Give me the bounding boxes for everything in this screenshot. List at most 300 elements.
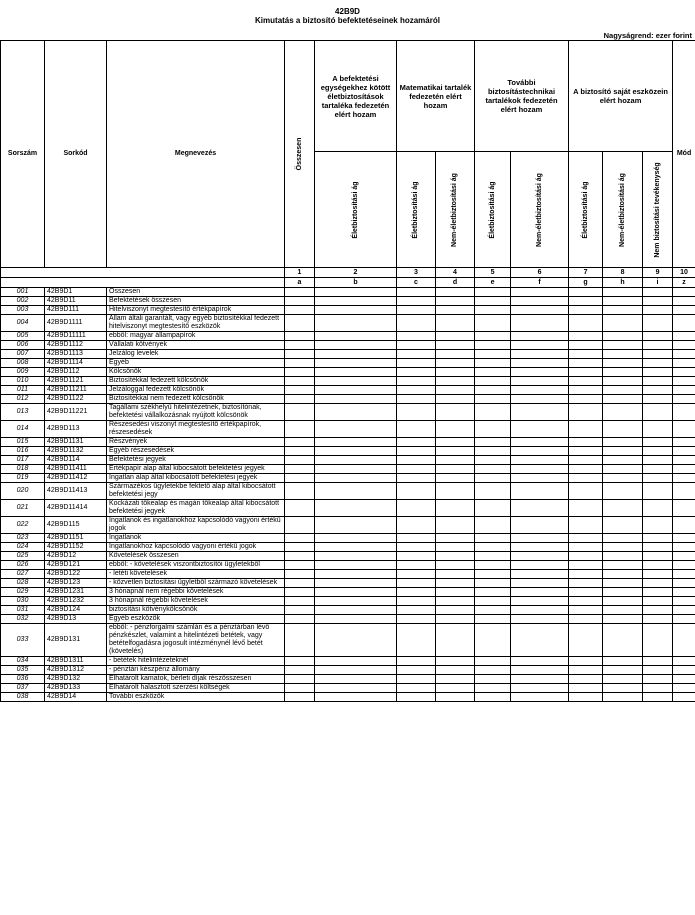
value-cell[interactable] — [475, 517, 511, 534]
value-cell[interactable] — [643, 447, 673, 456]
value-cell[interactable] — [569, 421, 603, 438]
value-cell[interactable] — [643, 543, 673, 552]
value-cell[interactable] — [511, 404, 569, 421]
value-cell[interactable] — [643, 377, 673, 386]
value-cell[interactable] — [475, 561, 511, 570]
value-cell[interactable] — [511, 359, 569, 368]
value-cell[interactable] — [603, 570, 643, 579]
value-cell[interactable] — [315, 438, 397, 447]
value-cell[interactable] — [436, 386, 475, 395]
value-cell[interactable] — [673, 341, 695, 350]
value-cell[interactable] — [511, 534, 569, 543]
value-cell[interactable] — [673, 456, 695, 465]
value-cell[interactable] — [511, 421, 569, 438]
value-cell[interactable] — [673, 297, 695, 306]
value-cell[interactable] — [603, 438, 643, 447]
value-cell[interactable] — [511, 474, 569, 483]
value-cell[interactable] — [673, 657, 695, 666]
value-cell[interactable] — [397, 657, 436, 666]
value-cell[interactable] — [397, 395, 436, 404]
value-cell[interactable] — [673, 561, 695, 570]
value-cell[interactable] — [397, 675, 436, 684]
value-cell[interactable] — [436, 675, 475, 684]
value-cell[interactable] — [673, 395, 695, 404]
value-cell[interactable] — [643, 350, 673, 359]
value-cell[interactable] — [673, 332, 695, 341]
value-cell[interactable] — [511, 315, 569, 332]
value-cell[interactable] — [603, 597, 643, 606]
value-cell[interactable] — [673, 615, 695, 624]
value-cell[interactable] — [285, 456, 315, 465]
value-cell[interactable] — [315, 675, 397, 684]
value-cell[interactable] — [603, 359, 643, 368]
value-cell[interactable] — [643, 615, 673, 624]
value-cell[interactable] — [511, 552, 569, 561]
value-cell[interactable] — [569, 606, 603, 615]
value-cell[interactable] — [569, 332, 603, 341]
value-cell[interactable] — [436, 297, 475, 306]
value-cell[interactable] — [285, 288, 315, 297]
value-cell[interactable] — [603, 297, 643, 306]
value-cell[interactable] — [315, 377, 397, 386]
value-cell[interactable] — [397, 368, 436, 377]
value-cell[interactable] — [315, 368, 397, 377]
value-cell[interactable] — [315, 341, 397, 350]
value-cell[interactable] — [397, 332, 436, 341]
value-cell[interactable] — [603, 684, 643, 693]
value-cell[interactable] — [511, 288, 569, 297]
value-cell[interactable] — [315, 666, 397, 675]
value-cell[interactable] — [436, 315, 475, 332]
value-cell[interactable] — [285, 684, 315, 693]
value-cell[interactable] — [285, 579, 315, 588]
value-cell[interactable] — [569, 543, 603, 552]
value-cell[interactable] — [436, 543, 475, 552]
value-cell[interactable] — [475, 624, 511, 657]
value-cell[interactable] — [315, 421, 397, 438]
value-cell[interactable] — [397, 315, 436, 332]
value-cell[interactable] — [285, 561, 315, 570]
value-cell[interactable] — [673, 500, 695, 517]
value-cell[interactable] — [511, 306, 569, 315]
value-cell[interactable] — [511, 500, 569, 517]
value-cell[interactable] — [511, 561, 569, 570]
value-cell[interactable] — [603, 675, 643, 684]
value-cell[interactable] — [285, 552, 315, 561]
value-cell[interactable] — [643, 404, 673, 421]
value-cell[interactable] — [315, 606, 397, 615]
value-cell[interactable] — [673, 288, 695, 297]
value-cell[interactable] — [436, 404, 475, 421]
value-cell[interactable] — [603, 500, 643, 517]
value-cell[interactable] — [285, 693, 315, 702]
value-cell[interactable] — [436, 693, 475, 702]
value-cell[interactable] — [436, 684, 475, 693]
value-cell[interactable] — [397, 350, 436, 359]
value-cell[interactable] — [436, 438, 475, 447]
value-cell[interactable] — [511, 597, 569, 606]
value-cell[interactable] — [569, 306, 603, 315]
value-cell[interactable] — [285, 657, 315, 666]
value-cell[interactable] — [673, 368, 695, 377]
value-cell[interactable] — [511, 447, 569, 456]
value-cell[interactable] — [315, 386, 397, 395]
value-cell[interactable] — [436, 421, 475, 438]
value-cell[interactable] — [673, 517, 695, 534]
value-cell[interactable] — [511, 395, 569, 404]
value-cell[interactable] — [569, 666, 603, 675]
value-cell[interactable] — [511, 350, 569, 359]
value-cell[interactable] — [315, 359, 397, 368]
value-cell[interactable] — [475, 666, 511, 675]
value-cell[interactable] — [673, 552, 695, 561]
value-cell[interactable] — [397, 500, 436, 517]
value-cell[interactable] — [673, 438, 695, 447]
value-cell[interactable] — [511, 543, 569, 552]
value-cell[interactable] — [397, 684, 436, 693]
value-cell[interactable] — [643, 517, 673, 534]
value-cell[interactable] — [285, 297, 315, 306]
value-cell[interactable] — [285, 332, 315, 341]
value-cell[interactable] — [436, 456, 475, 465]
value-cell[interactable] — [569, 624, 603, 657]
value-cell[interactable] — [643, 588, 673, 597]
value-cell[interactable] — [673, 588, 695, 597]
value-cell[interactable] — [436, 588, 475, 597]
value-cell[interactable] — [475, 350, 511, 359]
value-cell[interactable] — [673, 315, 695, 332]
value-cell[interactable] — [475, 534, 511, 543]
value-cell[interactable] — [436, 474, 475, 483]
value-cell[interactable] — [397, 447, 436, 456]
value-cell[interactable] — [569, 395, 603, 404]
value-cell[interactable] — [315, 306, 397, 315]
value-cell[interactable] — [569, 675, 603, 684]
value-cell[interactable] — [673, 579, 695, 588]
value-cell[interactable] — [475, 615, 511, 624]
value-cell[interactable] — [436, 534, 475, 543]
value-cell[interactable] — [673, 447, 695, 456]
value-cell[interactable] — [397, 306, 436, 315]
value-cell[interactable] — [436, 615, 475, 624]
value-cell[interactable] — [603, 615, 643, 624]
value-cell[interactable] — [673, 306, 695, 315]
value-cell[interactable] — [569, 588, 603, 597]
value-cell[interactable] — [603, 421, 643, 438]
value-cell[interactable] — [569, 447, 603, 456]
value-cell[interactable] — [643, 359, 673, 368]
value-cell[interactable] — [643, 332, 673, 341]
value-cell[interactable] — [436, 624, 475, 657]
value-cell[interactable] — [436, 447, 475, 456]
value-cell[interactable] — [569, 404, 603, 421]
value-cell[interactable] — [315, 570, 397, 579]
value-cell[interactable] — [673, 624, 695, 657]
value-cell[interactable] — [397, 534, 436, 543]
value-cell[interactable] — [511, 657, 569, 666]
value-cell[interactable] — [475, 606, 511, 615]
value-cell[interactable] — [569, 597, 603, 606]
value-cell[interactable] — [475, 552, 511, 561]
value-cell[interactable] — [569, 377, 603, 386]
value-cell[interactable] — [603, 456, 643, 465]
value-cell[interactable] — [315, 500, 397, 517]
value-cell[interactable] — [569, 579, 603, 588]
value-cell[interactable] — [436, 517, 475, 534]
value-cell[interactable] — [673, 350, 695, 359]
value-cell[interactable] — [643, 297, 673, 306]
value-cell[interactable] — [315, 456, 397, 465]
value-cell[interactable] — [285, 483, 315, 500]
value-cell[interactable] — [603, 543, 643, 552]
value-cell[interactable] — [511, 341, 569, 350]
value-cell[interactable] — [285, 597, 315, 606]
value-cell[interactable] — [603, 561, 643, 570]
value-cell[interactable] — [511, 579, 569, 588]
value-cell[interactable] — [673, 474, 695, 483]
value-cell[interactable] — [475, 465, 511, 474]
value-cell[interactable] — [475, 500, 511, 517]
value-cell[interactable] — [315, 447, 397, 456]
value-cell[interactable] — [315, 588, 397, 597]
value-cell[interactable] — [397, 666, 436, 675]
value-cell[interactable] — [475, 447, 511, 456]
value-cell[interactable] — [397, 552, 436, 561]
value-cell[interactable] — [673, 465, 695, 474]
value-cell[interactable] — [603, 534, 643, 543]
value-cell[interactable] — [603, 395, 643, 404]
value-cell[interactable] — [397, 588, 436, 597]
value-cell[interactable] — [673, 421, 695, 438]
value-cell[interactable] — [673, 404, 695, 421]
value-cell[interactable] — [436, 332, 475, 341]
value-cell[interactable] — [511, 684, 569, 693]
value-cell[interactable] — [511, 624, 569, 657]
value-cell[interactable] — [569, 438, 603, 447]
value-cell[interactable] — [397, 341, 436, 350]
value-cell[interactable] — [569, 465, 603, 474]
value-cell[interactable] — [315, 552, 397, 561]
value-cell[interactable] — [285, 341, 315, 350]
value-cell[interactable] — [569, 500, 603, 517]
value-cell[interactable] — [673, 693, 695, 702]
value-cell[interactable] — [569, 456, 603, 465]
value-cell[interactable] — [397, 597, 436, 606]
value-cell[interactable] — [315, 474, 397, 483]
value-cell[interactable] — [285, 500, 315, 517]
value-cell[interactable] — [397, 483, 436, 500]
value-cell[interactable] — [475, 377, 511, 386]
value-cell[interactable] — [285, 315, 315, 332]
value-cell[interactable] — [603, 517, 643, 534]
value-cell[interactable] — [397, 579, 436, 588]
value-cell[interactable] — [603, 579, 643, 588]
value-cell[interactable] — [673, 570, 695, 579]
value-cell[interactable] — [511, 666, 569, 675]
value-cell[interactable] — [643, 500, 673, 517]
value-cell[interactable] — [569, 315, 603, 332]
value-cell[interactable] — [397, 615, 436, 624]
value-cell[interactable] — [315, 534, 397, 543]
value-cell[interactable] — [673, 534, 695, 543]
value-cell[interactable] — [511, 588, 569, 597]
value-cell[interactable] — [673, 386, 695, 395]
value-cell[interactable] — [475, 332, 511, 341]
value-cell[interactable] — [436, 570, 475, 579]
value-cell[interactable] — [603, 693, 643, 702]
value-cell[interactable] — [569, 386, 603, 395]
value-cell[interactable] — [475, 588, 511, 597]
value-cell[interactable] — [285, 306, 315, 315]
value-cell[interactable] — [511, 438, 569, 447]
value-cell[interactable] — [643, 483, 673, 500]
value-cell[interactable] — [436, 465, 475, 474]
value-cell[interactable] — [511, 693, 569, 702]
value-cell[interactable] — [475, 675, 511, 684]
value-cell[interactable] — [643, 675, 673, 684]
value-cell[interactable] — [643, 465, 673, 474]
value-cell[interactable] — [397, 288, 436, 297]
value-cell[interactable] — [436, 350, 475, 359]
value-cell[interactable] — [475, 404, 511, 421]
value-cell[interactable] — [511, 386, 569, 395]
value-cell[interactable] — [285, 666, 315, 675]
value-cell[interactable] — [475, 684, 511, 693]
value-cell[interactable] — [643, 657, 673, 666]
value-cell[interactable] — [475, 693, 511, 702]
value-cell[interactable] — [603, 465, 643, 474]
value-cell[interactable] — [569, 359, 603, 368]
value-cell[interactable] — [436, 483, 475, 500]
value-cell[interactable] — [436, 377, 475, 386]
value-cell[interactable] — [643, 570, 673, 579]
value-cell[interactable] — [397, 456, 436, 465]
value-cell[interactable] — [436, 395, 475, 404]
value-cell[interactable] — [569, 561, 603, 570]
value-cell[interactable] — [603, 288, 643, 297]
value-cell[interactable] — [285, 606, 315, 615]
value-cell[interactable] — [643, 684, 673, 693]
value-cell[interactable] — [436, 288, 475, 297]
value-cell[interactable] — [673, 666, 695, 675]
value-cell[interactable] — [603, 368, 643, 377]
value-cell[interactable] — [603, 483, 643, 500]
value-cell[interactable] — [315, 624, 397, 657]
value-cell[interactable] — [475, 368, 511, 377]
value-cell[interactable] — [475, 315, 511, 332]
value-cell[interactable] — [673, 543, 695, 552]
value-cell[interactable] — [436, 368, 475, 377]
value-cell[interactable] — [511, 606, 569, 615]
value-cell[interactable] — [285, 421, 315, 438]
value-cell[interactable] — [643, 561, 673, 570]
value-cell[interactable] — [475, 395, 511, 404]
value-cell[interactable] — [315, 315, 397, 332]
value-cell[interactable] — [643, 306, 673, 315]
value-cell[interactable] — [511, 332, 569, 341]
value-cell[interactable] — [569, 483, 603, 500]
value-cell[interactable] — [285, 377, 315, 386]
value-cell[interactable] — [285, 534, 315, 543]
value-cell[interactable] — [511, 517, 569, 534]
value-cell[interactable] — [475, 359, 511, 368]
value-cell[interactable] — [511, 615, 569, 624]
value-cell[interactable] — [285, 386, 315, 395]
value-cell[interactable] — [643, 438, 673, 447]
value-cell[interactable] — [569, 474, 603, 483]
value-cell[interactable] — [643, 534, 673, 543]
value-cell[interactable] — [569, 615, 603, 624]
value-cell[interactable] — [643, 421, 673, 438]
value-cell[interactable] — [603, 588, 643, 597]
value-cell[interactable] — [569, 517, 603, 534]
value-cell[interactable] — [569, 684, 603, 693]
value-cell[interactable] — [475, 297, 511, 306]
value-cell[interactable] — [315, 543, 397, 552]
value-cell[interactable] — [603, 377, 643, 386]
value-cell[interactable] — [397, 543, 436, 552]
value-cell[interactable] — [673, 684, 695, 693]
value-cell[interactable] — [643, 368, 673, 377]
value-cell[interactable] — [436, 597, 475, 606]
value-cell[interactable] — [285, 615, 315, 624]
value-cell[interactable] — [315, 288, 397, 297]
value-cell[interactable] — [397, 377, 436, 386]
value-cell[interactable] — [511, 456, 569, 465]
value-cell[interactable] — [643, 693, 673, 702]
value-cell[interactable] — [285, 474, 315, 483]
value-cell[interactable] — [643, 395, 673, 404]
value-cell[interactable] — [569, 297, 603, 306]
value-cell[interactable] — [603, 552, 643, 561]
value-cell[interactable] — [315, 404, 397, 421]
value-cell[interactable] — [511, 377, 569, 386]
value-cell[interactable] — [315, 350, 397, 359]
value-cell[interactable] — [315, 465, 397, 474]
value-cell[interactable] — [569, 552, 603, 561]
value-cell[interactable] — [285, 438, 315, 447]
value-cell[interactable] — [475, 483, 511, 500]
value-cell[interactable] — [285, 570, 315, 579]
value-cell[interactable] — [436, 666, 475, 675]
value-cell[interactable] — [603, 447, 643, 456]
value-cell[interactable] — [511, 465, 569, 474]
value-cell[interactable] — [315, 615, 397, 624]
value-cell[interactable] — [285, 368, 315, 377]
value-cell[interactable] — [673, 597, 695, 606]
value-cell[interactable] — [436, 552, 475, 561]
value-cell[interactable] — [569, 657, 603, 666]
value-cell[interactable] — [315, 579, 397, 588]
value-cell[interactable] — [569, 534, 603, 543]
value-cell[interactable] — [569, 368, 603, 377]
value-cell[interactable] — [285, 624, 315, 657]
value-cell[interactable] — [397, 297, 436, 306]
value-cell[interactable] — [569, 341, 603, 350]
value-cell[interactable] — [643, 288, 673, 297]
value-cell[interactable] — [397, 561, 436, 570]
value-cell[interactable] — [397, 570, 436, 579]
value-cell[interactable] — [643, 456, 673, 465]
value-cell[interactable] — [315, 561, 397, 570]
value-cell[interactable] — [315, 332, 397, 341]
value-cell[interactable] — [569, 570, 603, 579]
value-cell[interactable] — [643, 474, 673, 483]
value-cell[interactable] — [436, 657, 475, 666]
value-cell[interactable] — [603, 332, 643, 341]
value-cell[interactable] — [643, 579, 673, 588]
value-cell[interactable] — [475, 456, 511, 465]
